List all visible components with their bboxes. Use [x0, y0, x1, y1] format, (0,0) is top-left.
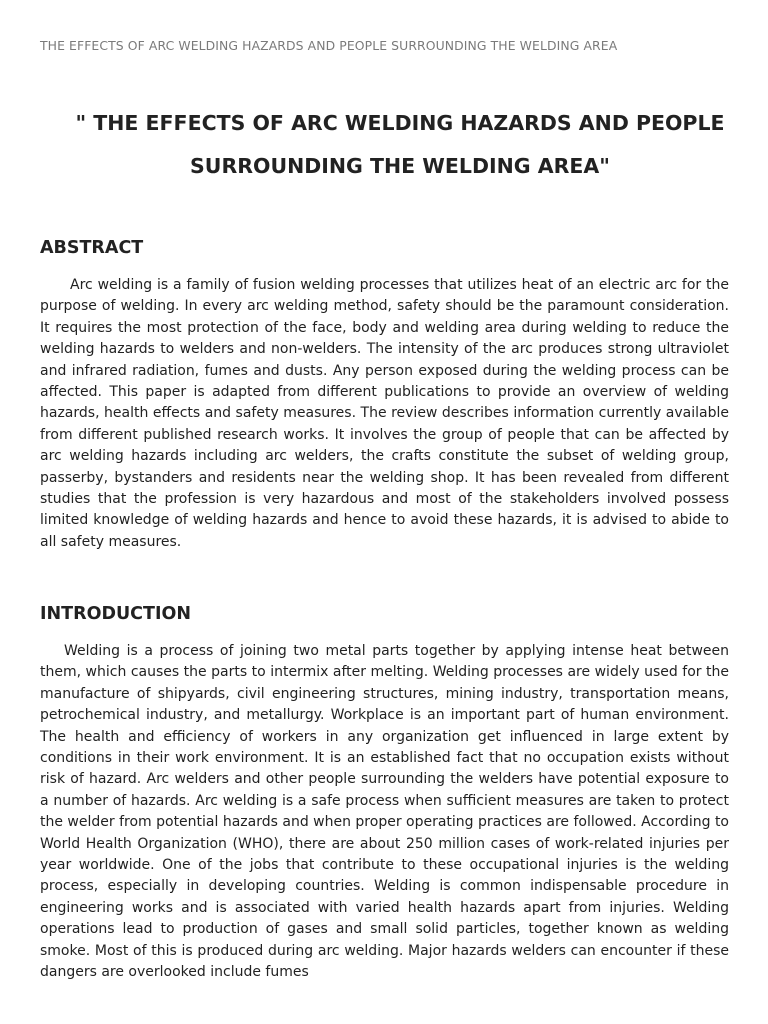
introduction-paragraph: Welding is a process of joining two metal parts together by applying intense heat between them, which causes the parts to intermix after melting. Welding processes are widely used for the manufacture of shipyards, civil engineering structures, mining industry, transportation means, petrochemical industry, and metallurgy. Workplace is an important part of human environment. The health and efficiency of workers in any organization get influenced in large extent by conditions in their work environment. It is an established fact that no occupation exists without risk of hazard. Arc welders and other people surrounding the welders have potential exposure to a number of hazards. Arc welding is a safe process when sufficient measures are taken to protect the welder from potential hazards and when proper operating practices are followed. According to World Health Organization (WHO), there are about 250 million cases of work-related injuries per year worldwide. One of the jobs that contribute to these occupational injuries is the welding process, especially in developing countries. Welding is common indispensable procedure in engineering works and is associated with varied health hazards apart from injuries. Welding operations lead to production of gases and small solid particles, together known as welding smoke. Most of this is produced during arc welding. Major hazards welders can encounter if these dangers are overlooked include fumes: [40, 643, 729, 981]
introduction-heading: INTRODUCTION: [40, 604, 191, 624]
running-header: THE EFFECTS OF ARC WELDING HAZARDS AND PEOPLE SURROUNDING THE WELDING AREA: [40, 38, 618, 53]
abstract-heading: ABSTRACT: [40, 238, 144, 258]
abstract-paragraph: Arc welding is a family of fusion welding processes that utilizes heat of an electric arc for the purpose of welding. In every arc welding method, safety should be the paramount consideration. It requires the most protection of the face, body and welding area during welding to reduce the welding hazards to welders and non-welders. The intensity of the arc produces strong ultraviolet and infrared radiation, fumes and dusts. Any person exposed during the welding process can be affected. This paper is adapted from different publications to provide an overview of welding hazards, health effects and safety measures. The review describes information currently available from different published research works. It involves the group of people that can be affected by arc welding hazards including arc welders, the crafts constitute the subset of welding group, passerby, bystanders and residents near the welding shop. It has been revealed from different studies that the profession is very hazardous and most of the stakeholders involved possess limited knowledge of welding hazards and hence to avoid these hazards, it is advised to abide to all safety measures.: [40, 277, 729, 550]
paper-title: " THE EFFECTS OF ARC WELDING HAZARDS AND PEOPLE SURROUNDING THE WELDING AREA": [75, 111, 725, 178]
